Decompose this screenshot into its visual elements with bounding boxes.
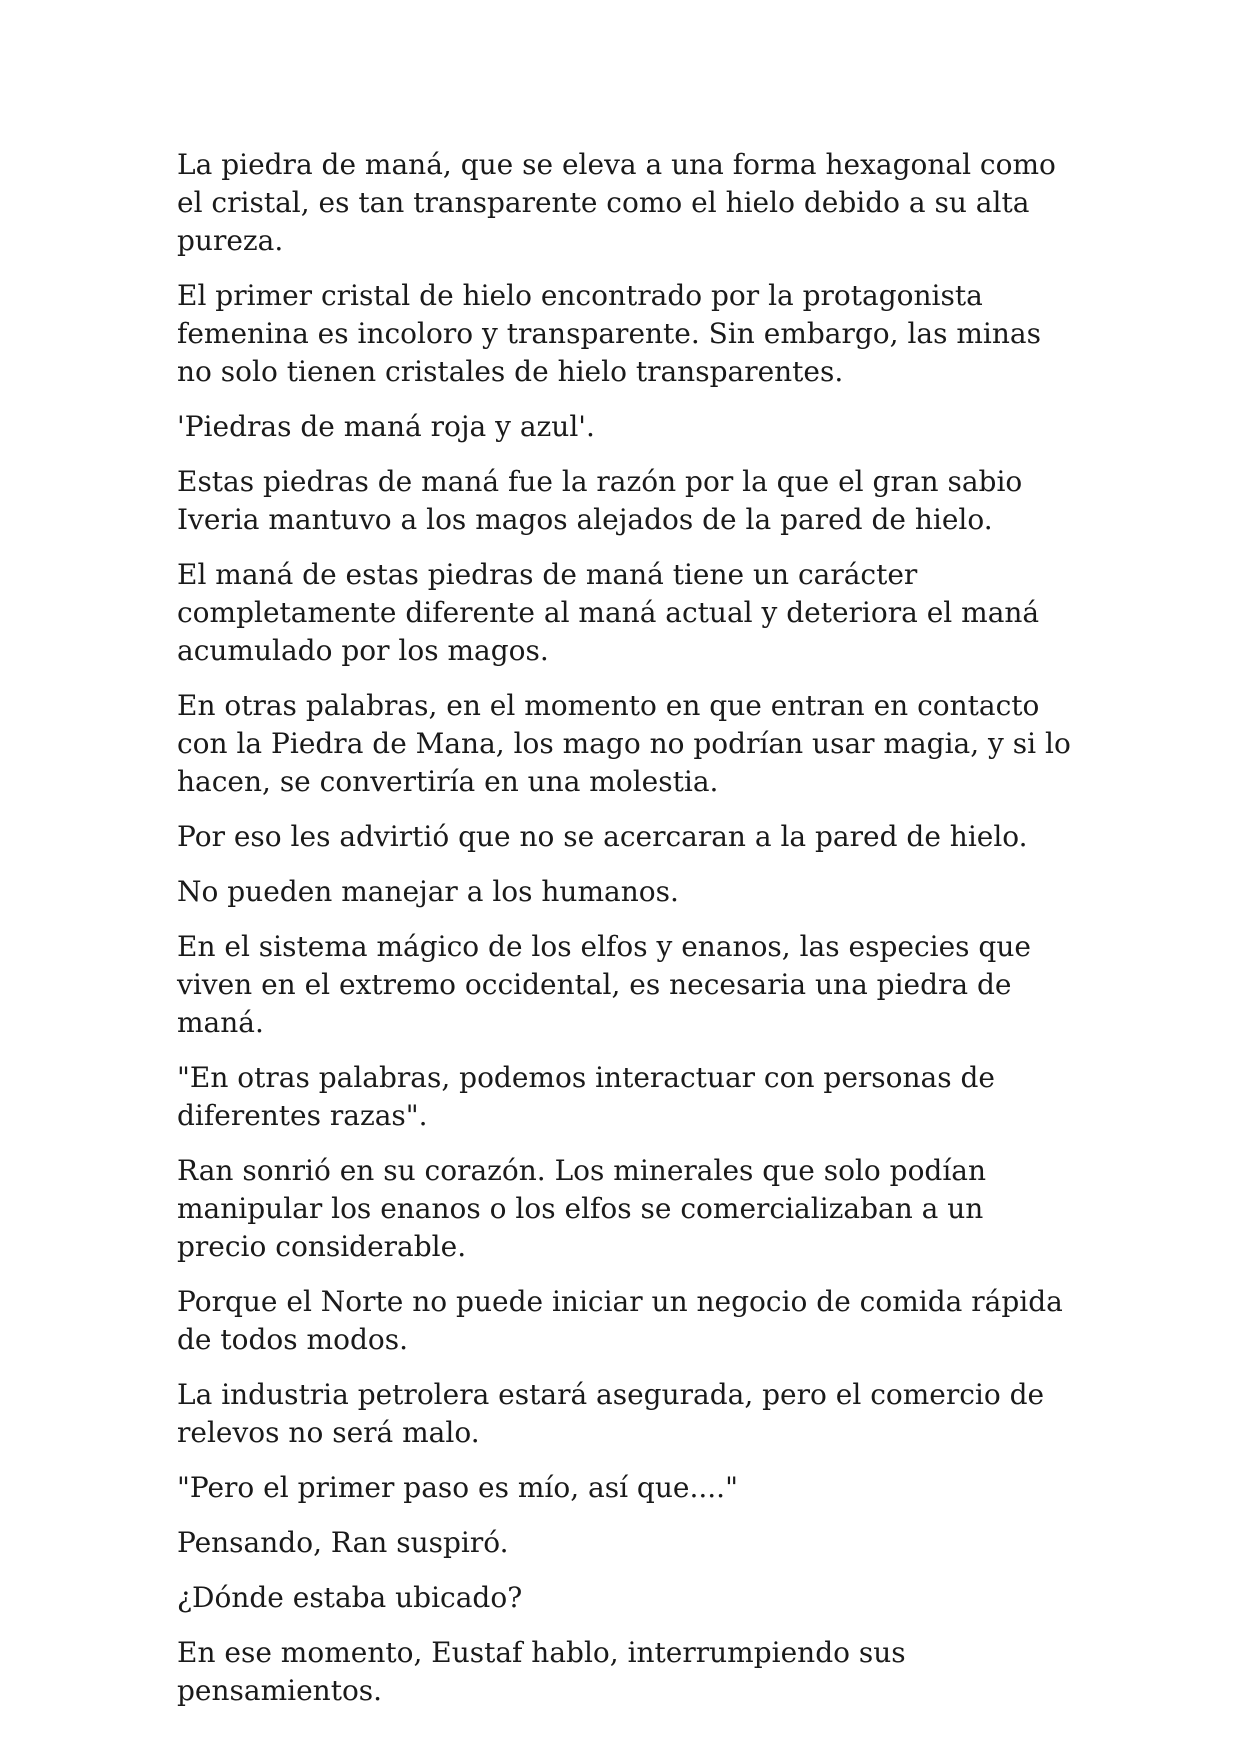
paragraph-8: No pueden manejar a los humanos. [177,875,679,908]
paragraph-11: Ran sonrió en su corazón. Los minerales que solo podían manipular los enanos o los elfos se comercializaban a un precio considerable. [177,1154,987,1263]
paragraph-9: En el sistema mágico de los elfos y enanos, las especies que viven en el extremo occidental, es necesaria una piedra de maná. [177,930,1031,1039]
paragraph-16: ¿Dónde estaba ubicado? [177,1581,523,1614]
paragraph-3: 'Piedras de maná roja y azul'. [177,410,595,443]
paragraph-15: Pensando, Ran suspiró. [177,1526,509,1559]
paragraph-12: Porque el Norte no puede iniciar un negocio de comida rápida de todos modos. [177,1285,1063,1356]
paragraph-7: Por eso les advirtió que no se acercaran a la pared de hielo. [177,820,1028,853]
paragraph-14: "Pero el primer paso es mío, así que...." [177,1471,738,1504]
paragraph-10: "En otras palabras, podemos interactuar con personas de diferentes razas". [177,1061,996,1132]
paragraph-2: El primer cristal de hielo encontrado por la protagonista femenina es incoloro y transparente. Sin embargo, las minas no solo tienen cristales de hielo transparentes. [177,279,1041,388]
paragraph-5: El maná de estas piedras de maná tiene un carácter completamente diferente al maná actual y deteriora el maná acumulado por los magos. [177,558,1040,667]
paragraph-17: En ese momento, Eustaf hablo, interrumpiendo sus pensamientos. [177,1636,906,1707]
paragraph-1: La piedra de maná, que se eleva a una forma hexagonal como el cristal, es tan transparente como el hielo debido a su alta pureza. [177,148,1056,257]
document-body [177,146,1077,1727]
paragraph-13: La industria petrolera estará asegurada, pero el comercio de relevos no será malo. [177,1378,1045,1449]
paragraph-6: En otras palabras, en el momento en que entran en contacto con la Piedra de Mana, los mago no podrían usar magia, y si lo hacen, se convertiría en una molestia. [177,689,1071,798]
paragraph-4: Estas piedras de maná fue la razón por la que el gran sabio Iveria mantuvo a los magos alejados de la pared de hielo. [177,465,1023,536]
